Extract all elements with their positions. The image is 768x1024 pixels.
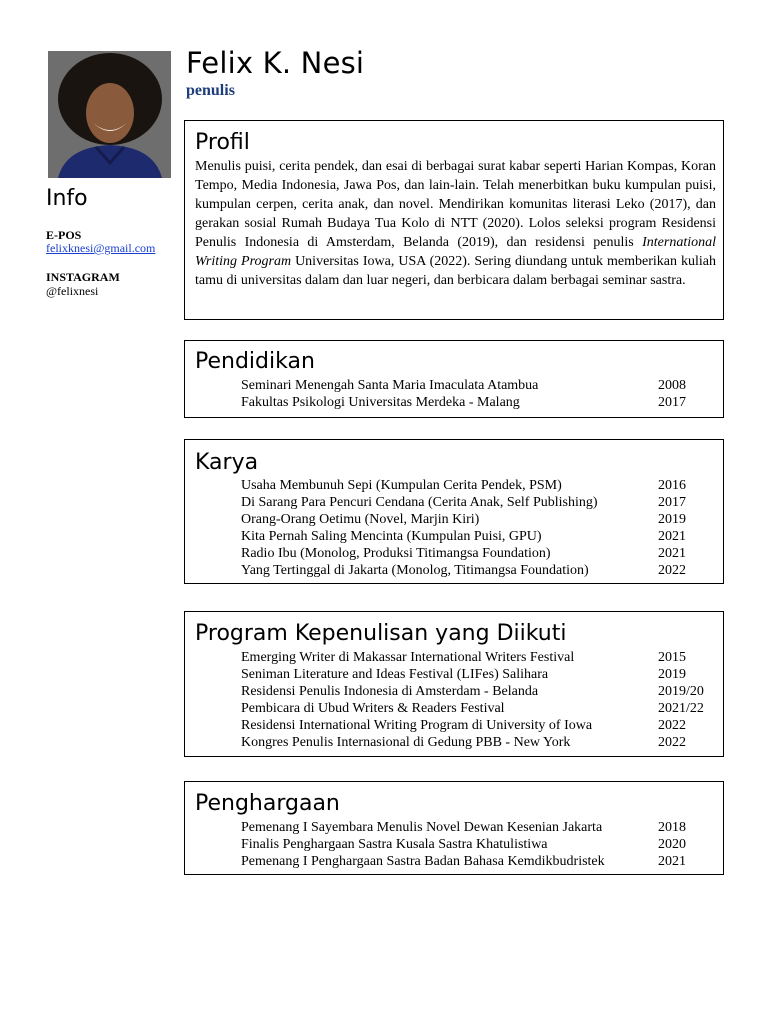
pendidikan-section: [184, 340, 724, 418]
list-item: [241, 545, 711, 562]
person-name: Felix K. Nesi: [186, 46, 365, 80]
list-item: [241, 853, 711, 870]
list-item: [241, 562, 711, 579]
item-text: Usaha Membunuh Sepi (Kumpulan Cerita Pendek, PSM): [241, 478, 562, 493]
item-text: Seminari Menengah Santa Maria Imaculata Atambua: [241, 378, 539, 393]
item-year: 2019: [658, 512, 686, 527]
item-year: 2021: [658, 854, 686, 869]
item-text: Pemenang I Sayembara Menulis Novel Dewan Kesenian Jakarta: [241, 820, 603, 835]
instagram-handle: @felixnesi: [46, 284, 99, 298]
list-item: [241, 666, 711, 683]
list-item: [241, 734, 711, 751]
profil-text: [195, 157, 716, 290]
list-item: [241, 394, 711, 411]
item-year: 2021: [658, 529, 686, 544]
item-year: 2020: [658, 837, 686, 852]
karya-heading: Karya: [195, 450, 259, 475]
item-year: 2008: [658, 378, 686, 393]
item-text: Emerging Writer di Makassar International Writers Festival: [241, 650, 575, 665]
profil-text-part1: Menulis puisi, cerita pendek, dan esai di berbagai surat kabar seperti Harian Kompas, Koran Tempo, Media Indonesia, Jawa Pos, dan lain-lain. Telah menerbitkan buku kumpulan puisi, kumpulan cerpen, cerita anak, dan novel. Mendirikan komunitas literasi Leko (2017), dan gerakan sosial Rumah Budaya Tua Kolo di NTT (2020). Lolos seleksi program Residensi Penulis Indonesia di Amsterdam, Belanda (2019), dan residensi penulis: [195, 159, 716, 250]
list-item: [241, 836, 711, 853]
program-heading: Program Kepenulisan yang Diikuti: [195, 621, 567, 646]
item-text: Fakultas Psikologi Universitas Merdeka - Malang: [241, 395, 520, 410]
pendidikan-heading: Pendidikan: [195, 349, 315, 374]
list-item: [241, 717, 711, 734]
item-year: 2015: [658, 650, 686, 665]
profil-section: [184, 120, 724, 320]
item-year: 2021: [658, 546, 686, 561]
item-text: Finalis Penghargaan Sastra Kusala Sastra Khatulistiwa: [241, 837, 548, 852]
item-text: Yang Tertinggal di Jakarta (Monolog, Titimangsa Foundation): [241, 563, 589, 578]
item-text: Seniman Literature and Ideas Festival (LIFes) Salihara: [241, 667, 549, 682]
item-text: Di Sarang Para Pencuri Cendana (Cerita Anak, Self Publishing): [241, 495, 598, 510]
item-year: 2019/20: [658, 684, 704, 699]
person-role: penulis: [186, 82, 235, 99]
list-item: [241, 477, 711, 494]
item-year: 2018: [658, 820, 686, 835]
item-year: 2019: [658, 667, 686, 682]
item-year: 2017: [658, 495, 686, 510]
list-item: [241, 494, 711, 511]
email-link[interactable]: felixknesi@gmail.com: [46, 241, 156, 255]
item-text: Residensi Penulis Indonesia di Amsterdam - Belanda: [241, 684, 539, 699]
item-year: 2017: [658, 395, 686, 410]
list-item: [241, 377, 711, 394]
instagram-label: INSTAGRAM: [46, 270, 120, 284]
item-text: Pemenang I Penghargaan Sastra Badan Bahasa Kemdikbudristek: [241, 854, 605, 869]
item-year: 2016: [658, 478, 686, 493]
item-text: Kongres Penulis Internasional di Gedung PBB - New York: [241, 735, 571, 750]
item-text: Kita Pernah Saling Mencinta (Kumpulan Puisi, GPU): [241, 529, 542, 544]
profil-heading: Profil: [195, 130, 250, 155]
karya-section: [184, 439, 724, 584]
item-text: Orang-Orang Oetimu (Novel, Marjin Kiri): [241, 512, 480, 527]
item-text: Radio Ibu (Monolog, Produksi Titimangsa Foundation): [241, 546, 551, 561]
item-text: Residensi International Writing Program di University of Iowa: [241, 718, 593, 733]
list-item: [241, 649, 711, 666]
list-item: [241, 528, 711, 545]
list-item: [241, 683, 711, 700]
email-label: E-POS: [46, 228, 82, 242]
item-text: Pembicara di Ubud Writers & Readers Festival: [241, 701, 505, 716]
item-year: 2022: [658, 735, 686, 750]
list-item: [241, 819, 711, 836]
penghargaan-section: [184, 781, 724, 875]
item-year: 2021/22: [658, 701, 704, 716]
penghargaan-heading: Penghargaan: [195, 791, 340, 816]
list-item: [241, 700, 711, 717]
item-year: 2022: [658, 718, 686, 733]
profile-photo: [48, 51, 171, 178]
info-heading: Info: [46, 186, 88, 211]
list-item: [241, 511, 711, 528]
item-year: 2022: [658, 563, 686, 578]
profil-text-part2: Universitas Iowa, USA (2022). Sering diundang untuk memberikan kuliah tamu di universitas dalam dan luar negeri, dan berbicara dalam berbagai seminar sastra.: [195, 254, 716, 288]
program-section: [184, 611, 724, 757]
profil-text-italic: International Writing Program: [195, 235, 716, 269]
